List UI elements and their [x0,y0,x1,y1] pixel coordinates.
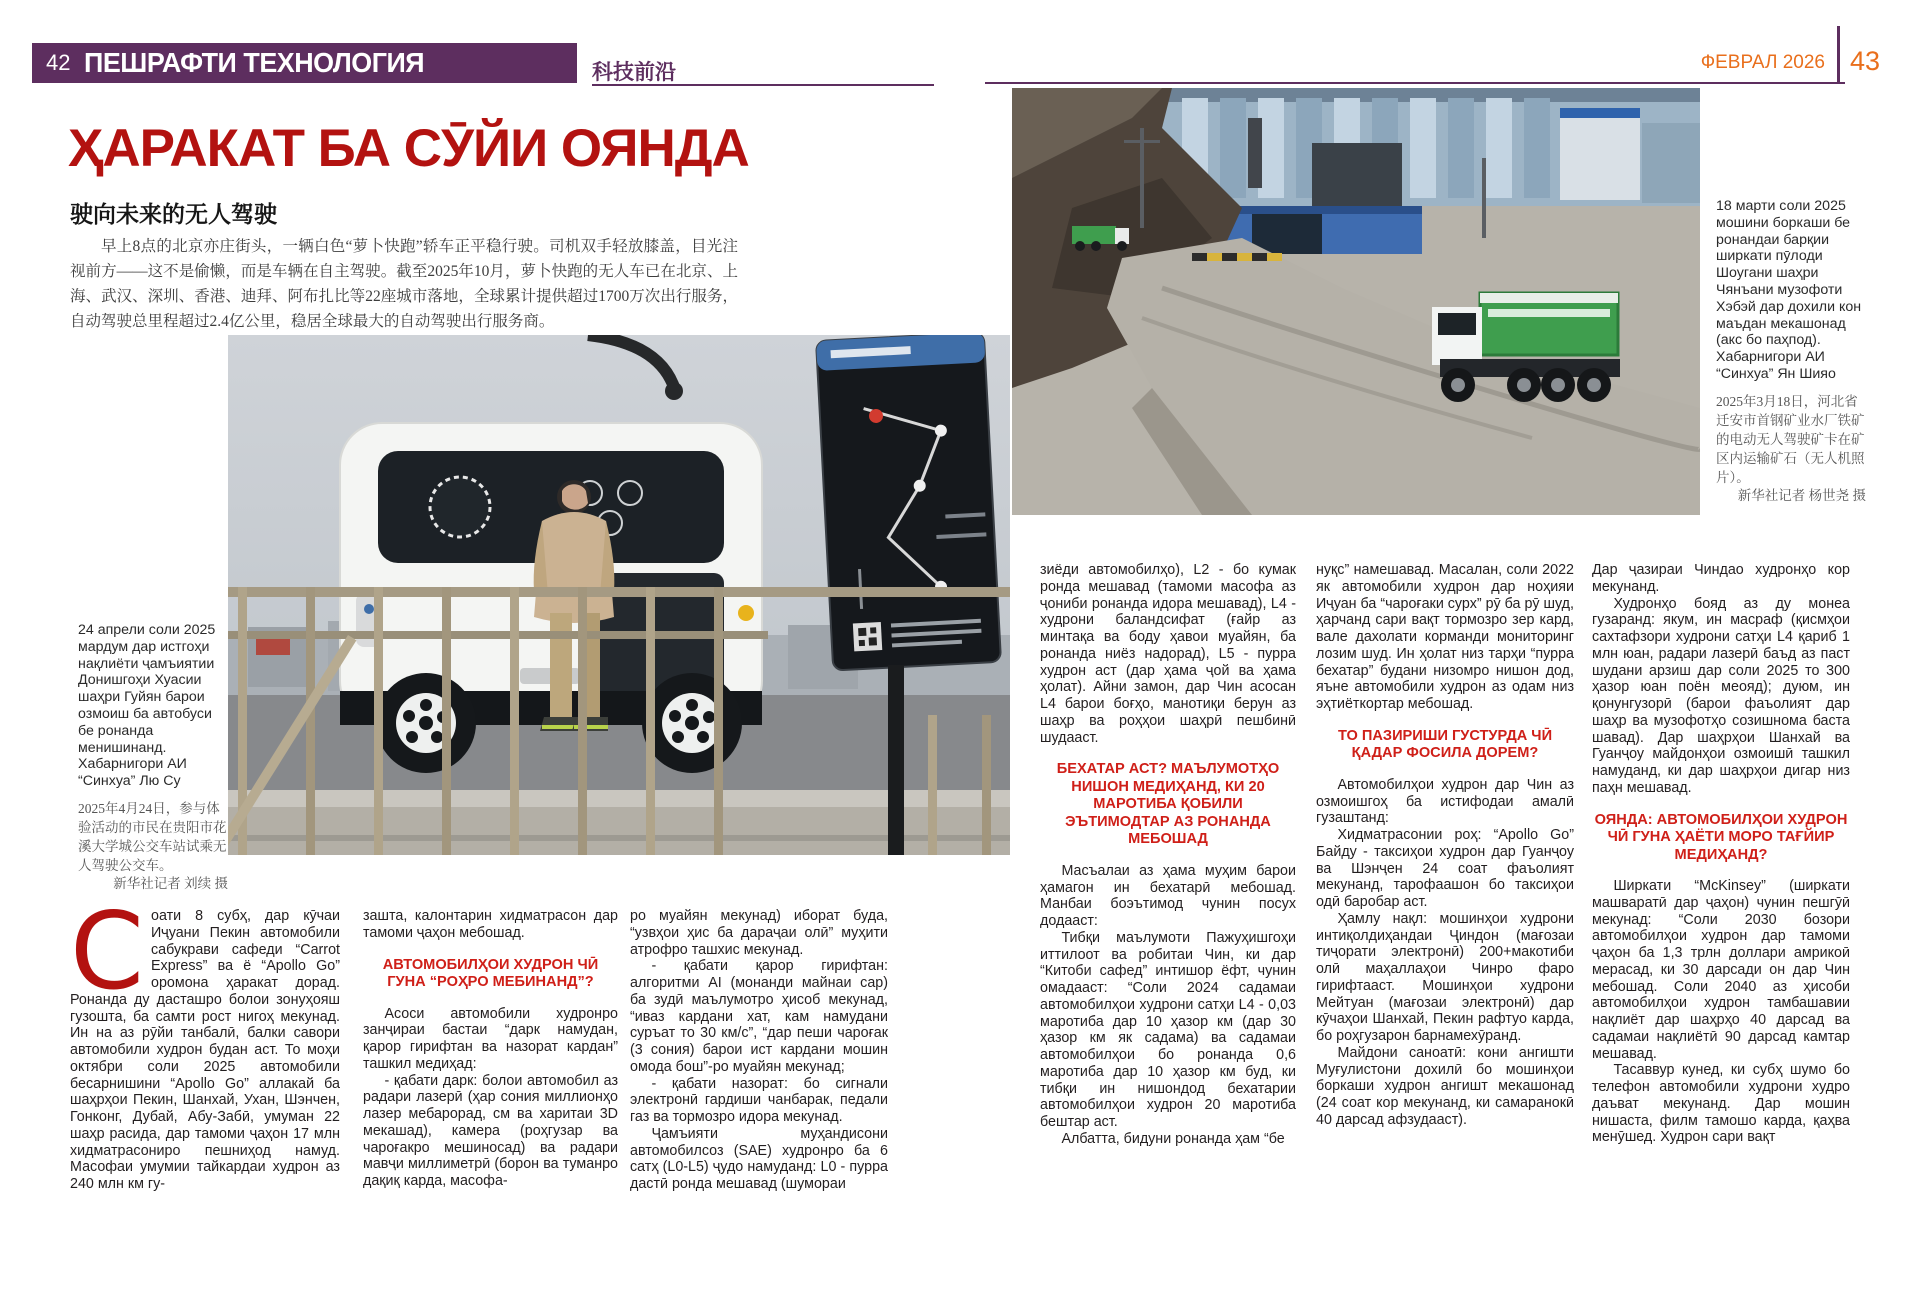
right-column-2 [1316,562,1574,1129]
body-paragraph: Ҳамлу нақл: мошинҳои худрони интиқолдиҳандаи Ҷиндон (мағозаи тиҷорати электронӣ) 200+макотиби олӣ маҳаллаҳои Чинро фаро гирифтааст. Мошинҳои худрони Мейтуан (мағозаи электронӣ) дар кӯчаҳои Шанхай, Пекин рафтуо карда, бо роҳгузарон барнамехӯранд. [1316,910,1574,1044]
body-paragraph: нуқс” намешавад. Масалан, соли 2022 як автомобили худрон дар ноҳияи Иҷуан ба “чароғаки сурх” рӯ ба рӯ шуд, ҳарчанд сари вақт тормозро зер кард, вале дахолати корманди мониторинг лозим шуд. Ин ҳолат низ тарҳи “пурра бехатар” будани низомро нишон дод, яъне автомобили худрон аз одам низ эҳтиёткортар мебошад. [1316,562,1574,712]
right-photo-mining-truck [1012,88,1700,515]
body-paragraph: Масъалаи аз ҳама муҳим барои ҳамагон ин бехатарӣ мебошад. Манбаи боэътимод чунин посух додааст: [1040,862,1296,929]
body-paragraph: ро муайян мекунад) иборат буда, “узвҳои ҳис ба дараҷаи олӣ” муҳити атрофро ташхис мекунад. [630,908,888,958]
left-photo-caption [78,622,228,893]
section-heading-safety: БЕХАТАР АСТ? МАЪЛУМОТҲО НИШОН МЕДИҲАНД, КИ 20 МАРОТИБА ҚОБИЛИ ЭЪТИМОДТАР АЗ РОНАНДА МЕБОШАД [1056,761,1280,848]
body-paragraph: Ширкати “McKinsey” (ширкати машваратӣ дар ҷаҳон) чунин пешгӯӣ мекунад: “Соли 2030 бозори автомобилҳои худрон дар тамоми ҷаҳон ба 1,3 трлн доллари амрикоӣ мерасад, ки 30 дарсади он дар Чин мебошад. Соли 2040 аз ҳисоби автомобилҳои худрон тамбашавии нақлиёт дар шаҳрҳо 40 дарсад ва садамаи нақлиётӣ 90 дарсад камтар мешавад. [1592,878,1850,1062]
header-rule-left [592,84,934,86]
right-photo-caption-chinese: 2025年3月18日，河北省迁安市首钢矿业水厂铁矿的电动无人驾驶矿卡在矿区内运输矿石（无人机照片）。 [1716,393,1865,485]
article-title: ҲАРАКАТ БА СӮЙИ ОЯНДА [68,119,749,178]
body-paragraph: Тасаввур кунед, ки субҳ шумо бо телефон автомобили худрони худро даъват мекунанд. Дар мошин нишаста, филм тамошо карда, қаҳва менӯшед. Худрон сари вақт [1592,1062,1850,1146]
body-paragraph: Албатта, бидуни ронанда ҳам “бе [1061,1130,1285,1147]
left-column-1 [70,890,340,1193]
body-paragraph: - қабати дарк: болои автомобил аз радари лазерӣ (ҳар сония миллионҳо лазер мебарорад, см ва харитаи 3D мекашад), камера (роҳгузар ва чароғакро мешиносад) ва радари мавҷи миллиметрӣ (борон ва туманро дақиқ карда, масофа- [363,1072,618,1189]
left-page-number: 42 [46,50,71,75]
right-photo-credit: 新华社记者 杨世尧 摄 [1737,487,1866,503]
body-paragraph: - қабати қарор гирифтан: алгоритми AI (монанди майнаи сар) ба зудӣ маълумотро ҳисоб мекунад, “иваз кардани хат, кам намудани суръат то 30 км/с”, “дар пеши чароғак (3 сония) барои ист кардани мошин омода бош”-ро муайян мекунад; [630,958,888,1075]
right-page-number: 43 [1850,46,1881,76]
header-rule-right [985,82,1845,84]
body-paragraph: зиёди автомобилҳо), L2 - бо кумак ронда мешавад (тамоми масофа аз ҷониби ронанда идора мешавад), L4 - худрони баландсифат (ғайр аз минтақа ва боду ҳавои муайян, ба ронанда ниёз надорад), L5 - пурра худрон аст (дар ҳама ҷой ва ҳама ҳолат). Айни замон, дар Чин асосан L4 барои боғҳо, манотиқи берун аз шаҳр ва роҳҳои шаҳрӣ пешбинӣ шудааст. [1040,562,1296,746]
left-photo-caption-text: 24 апрели соли 2025 мардум дар истгоҳи нақлиёти ҷамъиятии Донишгоҳи Хуасии шаҳри Гуйян барои озмоиш ба автобуси бе ронанда менишинанд. Хабарнигори АИ “Синхуа” Лю Су [78,622,216,790]
right-photo-caption-text: 18 марти соли 2025 мошини боркаши бе ронандаи барқии ширкати пӯлоди Шоугани шаҳри Чянъани музофоти Хэбэй дар дохили кон маъдан мекашонад (акс бо паҳпод). Хабарнигори АИ “Синхуа” Ян Шияо [1716,198,1862,382]
body-paragraph: Ҷамъияти муҳандисони автомобилсоз (SAE) худронро ба 6 сатҳ (L0-L5) ҷудо намуданд: L0 - пурра дастӣ ронда мешавад (шумораи [630,1125,888,1192]
right-column-1 [1040,562,1296,1148]
body-paragraph: Дар ҷазираи Чиндао худронҳо кор мекунанд. [1592,562,1850,595]
section-title-chinese: 科技前沿 [592,60,676,84]
body-paragraph: - қабати назорат: бо сигнали электронӣ гардиши чанбарак, педали газ ва тормозро идора мекунад. [630,1075,888,1125]
body-paragraph: Майдони саноатӣ: кони ангишти Муғулистони дохилӣ бо мошинҳои боркаши худрон ангишт мекашонад (24 соат кор мекунанд, ки самаранокӣ 40 дарсад афзудааст). [1316,1044,1574,1128]
left-column-2 [363,908,618,1190]
section-heading-adoption: ТО ПАЗИРИШИ ГУСТУРДА ЧӢ ҚАДАР ФОСИЛА ДОРЕМ? [1337,727,1553,762]
drop-cap: С [70,890,145,1013]
left-photo-caption-chinese: 2025年4月24日，参与体验活动的市民在贵阳市花溪大学城公交车站试乘无人驾驶公交车。 [78,800,227,873]
left-photo-credit: 新华社记者 刘续 摄 [113,875,228,891]
left-photo-autonomous-bus [228,335,1010,855]
page-number-divider [1837,26,1840,82]
issue-date: ФЕВРАЛ 2026 [1700,52,1825,73]
section-title: ПЕШРАФТИ ТЕХНОЛОГИЯ [84,47,425,78]
body-paragraph: зашта, калонтарин хидматрасон дар тамоми ҷаҳон мебошад. [363,908,618,941]
body-paragraph: Худронҳо бояд аз ду монеа гузаранд: якум, ин масраф (қисмҳои сахтафзори худрони сатҳи L4 қариб 1 млн юан, радари лазерӣ баъд аз паст шудани арзиш дар соли 2025 то 300 ҳазор юан поён меояд); дуюм, ин қонунгузорӣ (барои фаъолият дар шаҳр ва музофотҳо созишнома баста шавад). Дар шаҳрҳои Шанхай ва Гуанҷоу майдонҳои озмоишӣ ташкил намуданд, ки дар шаҳрҳои дигар низ паҳн мешавад. [1592,595,1850,796]
left-column-3 [630,908,888,1193]
article-subtitle-chinese: 驶向未来的无人驾驶 [70,201,277,227]
section-band [32,43,577,83]
intro-paragraph-chinese: 早上8点的北京亦庄街头，一辆白色“萝卜快跑”轿车正平稳行驶。司机双手轻放膝盖，目光注视前方——这不是偷懒，而是车辆在自主驾驶。截至2025年10月，萝卜快跑的无人车已在北京、上海、武汉、深圳、香港、迪拜、阿布扎比等22座城市落地，全球累计提供超过1700万次出行服务，自动驾驶总里程超过2.4亿公里，稳居全球最大的自动驾驶出行服务商。 [70,238,738,330]
body-paragraph: Хидматрасонии роҳ: “Apollo Go” Байду - таксиҳои худрон дар Гуанҷоу ва Шэнҷен 24 соат фаъолият мекунанд, тарофаашон бо таксиҳои одӣ баробар аст. [1316,827,1574,910]
right-photo-caption [1716,198,1866,505]
body-paragraph: Тибқи маълумоти Пажуҳишгоҳи иттилоот ва робитаи Чин, ки дар “Китоби сафед” интишор ёфт, чунин омадааст: “Соли 2024 садамаи автомобилҳои худрони сатҳи L4 - 0,03 маротиба дар 10 ҳазор км (дар 30 ҳазор км як садама) ва садамаи автомобилҳои бо ронанда 0,6 маротиба дар 10 ҳазор км буд, ки тибқи ин нишондод бехатарии автомобилҳои худрон 20 маротиба бештар аст. [1040,929,1296,1130]
section-heading-future: ОЯНДА: АВТОМОБИЛҲОИ ХУДРОН ЧӢ ГУНА ҲАЁТИ МОРО ТАҒЙИР МЕДИҲАНД? [1594,811,1848,863]
right-column-3 [1592,562,1850,1146]
section-heading-how-they-see: АВТОМОБИЛҲОИ ХУДРОН ЧӢ ГУНА “РОҲРО МЕБИНАНД”? [382,956,599,990]
body-paragraph: Соати 8 субҳ, дар кӯчаи Иҷуани Пекин автомобили сабукрави сафеди “Carrot Express” ва ё “Apollo Go” оромона ҳаракат дорад. Ронанда ду дасташро болои зонуҳояш гузошта, ба самти рост нигоҳ мекунад. Ин на аз рӯйи танбалӣ, балки савори автомобили худрон будан аст. То моҳи октябри соли 2025 автомобили бесарнишини “Apollo Go” аллакай ба шаҳрҳои Пекин, Шанхай, Ухан, Шэнчен, Гонконг, Дубай, Абу-Забӣ, умуман 22 шаҳр расида, дар тамоми ҷаҳон 17 млн хидматрасониро пешниҳод намуд. Масофаи умумии тайкардаи худрон аз 240 млн км гу- [70,890,340,1192]
body-paragraph: Автомобилҳои худрон дар Чин аз озмоишгоҳ ба истифодаи амалӣ гузаштанд: [1316,776,1574,827]
body-paragraph: Асоси автомобили худронро занҷираи бастаи “дарк намудан, қарор гирифтан ва назорат кардан” ташкил медиҳад: [363,1005,618,1072]
